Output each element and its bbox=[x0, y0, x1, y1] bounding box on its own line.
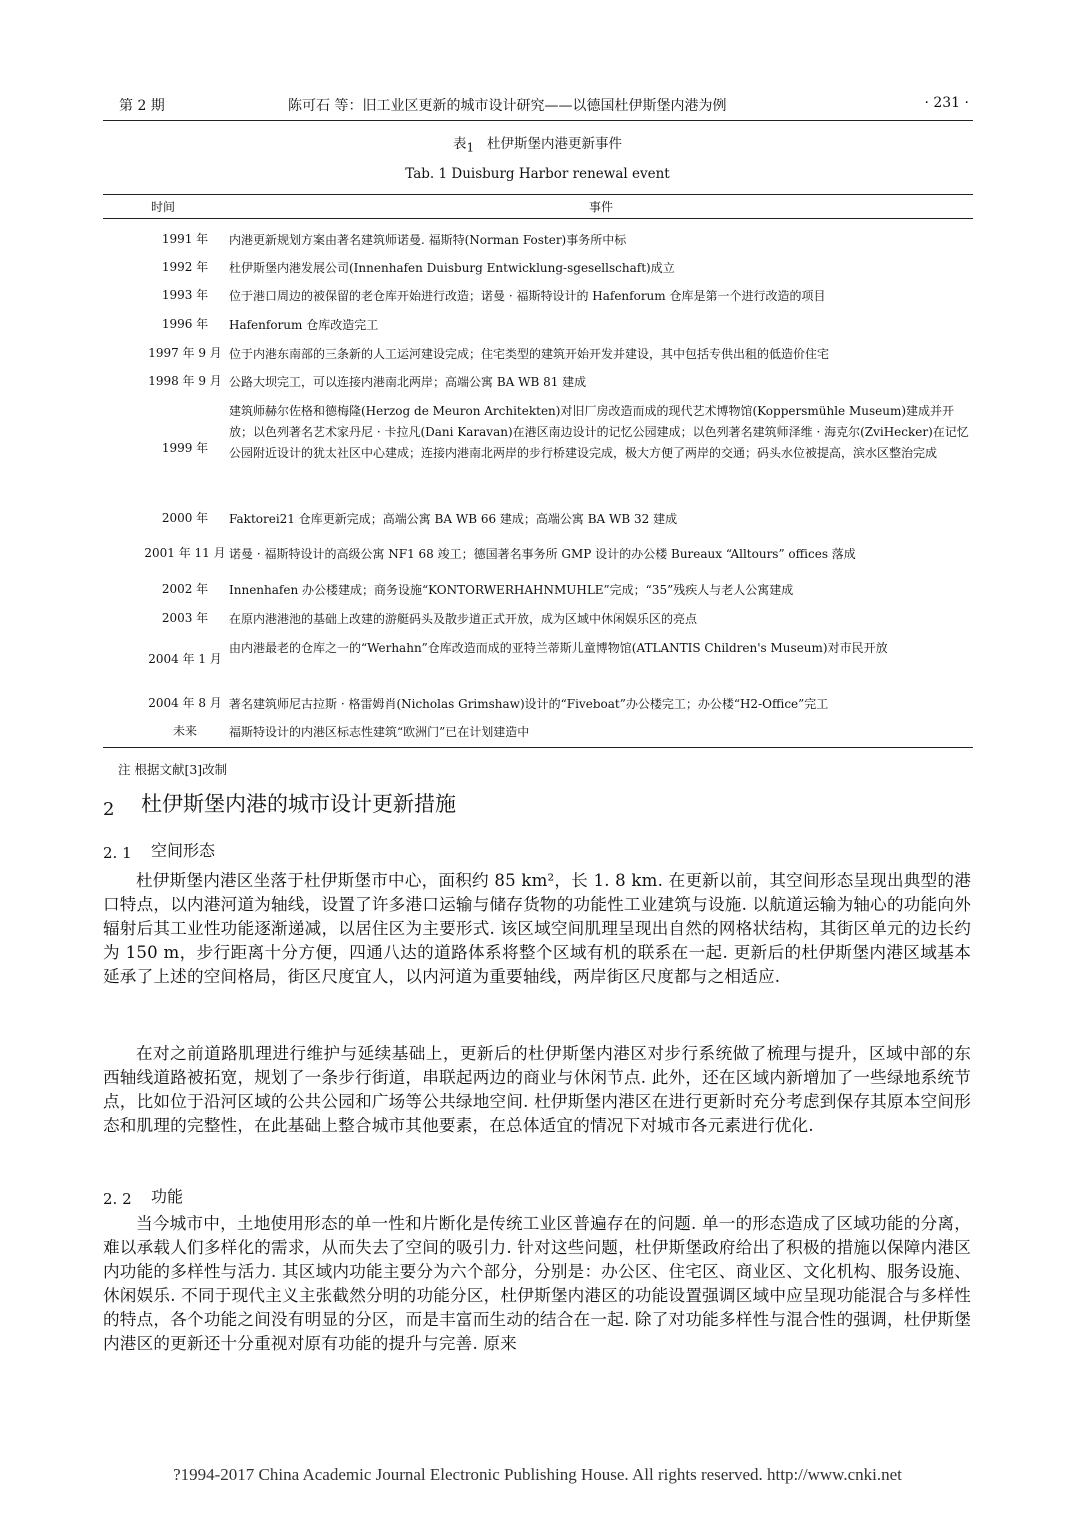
subsection-heading-2-1 bbox=[103, 838, 215, 862]
row-event: 位于港口周边的被保留的老仓库开始进行改造；诺曼 · 福斯特设计的 Hafenforum 仓库是第一个进行改造的项目 bbox=[229, 289, 826, 303]
row-time: 2004 年 1 月 bbox=[148, 652, 222, 666]
body-paragraph: 在对之前道路肌理进行维护与延续基础上，更新后的杜伊斯堡内港区对步行系统做了梳理与提升，区域中部的东西轴线道路被拓宽，规划了一条步行街道，串联起两边的商业与休闲节点. 此外，还在区域内新增加了一些绿地系统节点，比如位于沿河区域的公共公园和广场等公共绿地空间. 杜伊斯堡内港区在进行更新时充分考虑到保存其原本空间形态和肌理的完整性，在此基础上整合城市其他要素，在总体适宜的情况下对城市各元素进行优化. bbox=[103, 1044, 971, 1135]
table-caption-number: 1 bbox=[466, 140, 475, 155]
row-event: Hafenforum 仓库改造完工 bbox=[229, 318, 379, 332]
subsection-number: 2. 1 bbox=[103, 844, 132, 862]
table-caption-en: Tab. 1 Duisburg Harbor renewal event bbox=[405, 166, 670, 182]
row-time: 1992 年 bbox=[161, 260, 209, 274]
row-event: 位于内港东南部的三条新的人工运河建设完成；住宅类型的建筑开始开发并建设，其中包括专供出租的低造价住宅 bbox=[229, 347, 830, 361]
column-header-event: 事件 bbox=[588, 200, 613, 214]
row-time: 2000 年 bbox=[161, 511, 209, 525]
row-event: 由内港最老的仓库之一的“Werhahn”仓库改造而成的亚特兰蒂斯儿童博物馆(ATLANTIS Children's Museum)对市民开放 bbox=[229, 641, 888, 655]
row-event: 福斯特设计的内港区标志性建筑“欧洲门”已在计划建造中 bbox=[229, 725, 530, 739]
section-title: 杜伊斯堡内港的城市设计更新措施 bbox=[141, 792, 456, 816]
subsection-title: 空间形态 bbox=[151, 841, 216, 860]
table-rule-header bbox=[103, 218, 973, 219]
row-time: 1998 年 9 月 bbox=[148, 374, 222, 388]
row-time: 2001 年 11 月 bbox=[144, 546, 226, 560]
row-event: Faktorei21 仓库更新完成；高端公寓 BA WB 66 建成；高端公寓 BA WB 32 建成 bbox=[229, 512, 678, 526]
copyright-footer: ?1994-2017 China Academic Journal Electronic Publishing House. All rights reserved. http://www.cnki.net bbox=[173, 1465, 902, 1484]
row-time: 未来 bbox=[172, 724, 197, 738]
page-number: · 231 · bbox=[924, 95, 969, 111]
row-time: 2004 年 8 月 bbox=[148, 696, 222, 710]
table-rule-bottom bbox=[103, 747, 973, 748]
section-number: 2 bbox=[103, 799, 115, 820]
table-caption-cn bbox=[0, 132, 1075, 155]
row-time: 1993 年 bbox=[161, 288, 209, 302]
row-event: 杜伊斯堡内港发展公司(Innenhafen Duisburg Entwicklung-sgesellschaft)成立 bbox=[229, 261, 675, 275]
body-paragraph: 杜伊斯堡内港区坐落于杜伊斯堡市中心，面积约 85 km²，长 1. 8 km. 在更新以前，其空间形态呈现出典型的港口特点，以内港河道为轴线，设置了许多港口运输与储存货物的功能性工业建筑与设施. 以航道运输为轴心的功能向外辐射后其工业性功能逐渐递减，以居住区为主要形式. 该区域空间肌理呈现出自然的网格状结构，其街区单元的边长约为 150 m，步行距离十分方便，四通八达的道路体系将整个区域有机的联系在一起. 更新后的杜伊斯堡内港区域基本延承了上述的空间格局，街区尺度宜人，以内河道为重要轴线，两岸街区尺度都与之相适应. bbox=[103, 871, 971, 986]
row-event: 建筑师赫尔佐格和德梅隆(Herzog de Meuron Architekten)对旧厂房改造而成的现代艺术博物馆(Koppersmühle Museum)建成并开放；以色列著名艺术家丹尼 · 卡拉凡(Dani Karavan)在港区南边设计的记忆公园建成；以色列著名建筑师泽维 · 海克尔(ZviHecker)在记忆公园附近设计的犹太社区中心建成；连接内港南北两岸的步行桥建设完成，极大方便了两岸的交通；码头水位被提高，滨水区整治完成 bbox=[229, 404, 969, 460]
issue-number: 第 2 期 bbox=[119, 98, 165, 114]
body-paragraph: 当今城市中，土地使用形态的单一性和片断化是传统工业区普遍存在的问题. 单一的形态造成了区域功能的分离，难以承载人们多样化的需求，从而失去了空间的吸引力. 针对这些问题，杜伊斯堡政府给出了积极的措施以保障内港区内功能的多样性与活力. 其区域内功能主要分为六个部分，分别是：办公区、住宅区、商业区、文化机构、服务设施、休闲娱乐. 不同于现代主义主张截然分明的功能分区，杜伊斯堡内港区的功能设置强调区域中应呈现功能混合与多样性的特点，各个功能之间没有明显的分区，而是丰富而生动的结合在一起. 除了对功能多样性与混合性的强调，杜伊斯堡内港区的更新还十分重视对原有功能的提升与完善. 原来 bbox=[103, 1214, 971, 1353]
row-time: 2002 年 bbox=[161, 582, 209, 596]
column-header-time: 时间 bbox=[150, 200, 175, 214]
row-time: 1991 年 bbox=[161, 232, 209, 246]
subsection-heading-2-2 bbox=[103, 1184, 183, 1208]
row-time: 2003 年 bbox=[161, 611, 209, 625]
row-event: 著名建筑师尼古拉斯 · 格雷姆肖(Nicholas Grimshaw)设计的“Fiveboat”办公楼完工；办公楼“H2-Office”完工 bbox=[229, 697, 829, 711]
row-time: 1999 年 bbox=[161, 441, 209, 455]
row-time: 1996 年 bbox=[161, 317, 209, 331]
row-event: 内港更新规划方案由著名建筑师诺曼. 福斯特(Norman Foster)事务所中标 bbox=[229, 233, 627, 247]
row-event: Innenhafen 办公楼建成；商务设施“KONTORWERHAHNMUHLE”完成；“35”残疾人与老人公寓建成 bbox=[229, 583, 794, 597]
row-time: 1997 年 9 月 bbox=[148, 346, 222, 360]
table-rule-top bbox=[103, 194, 973, 195]
row-event: 公路大坝完工，可以连接内港南北两岸；高端公寓 BA WB 81 建成 bbox=[229, 375, 587, 389]
table-caption-label: 表$_1$ bbox=[452, 136, 475, 155]
subsection-number: 2. 2 bbox=[103, 1190, 132, 1208]
subsection-title: 功能 bbox=[151, 1187, 184, 1206]
row-event: 在原内港港池的基础上改建的游艇码头及散步道正式开放，成为区域中休闲娱乐区的亮点 bbox=[229, 612, 698, 626]
section-heading bbox=[103, 788, 456, 820]
header-rule bbox=[103, 120, 973, 121]
row-event: 诺曼 · 福斯特设计的高级公寓 NF1 68 竣工；德国著名事务所 GMP 设计的办公楼 Bureaux “Alltours” offices 落成 bbox=[229, 547, 856, 561]
running-header bbox=[103, 93, 973, 119]
running-title: 陈可石 等：旧工业区更新的城市设计研究——以德国杜伊斯堡内港为例 bbox=[288, 98, 727, 114]
table-caption-text: 杜伊斯堡内港更新事件 bbox=[487, 136, 622, 152]
table-note: 注 根据文献[3]改制 bbox=[118, 762, 228, 777]
